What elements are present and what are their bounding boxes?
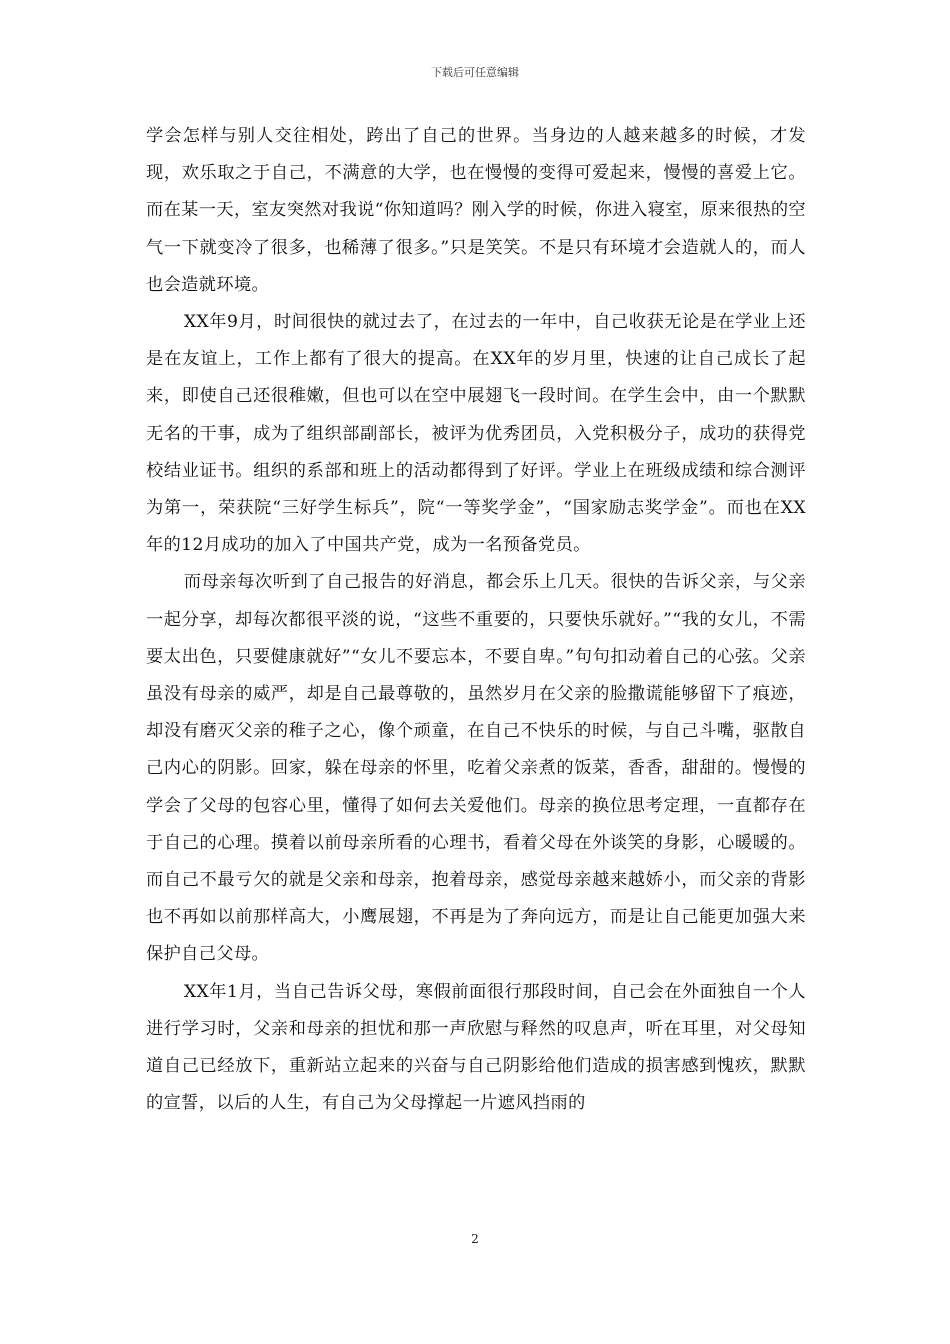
paragraph-4: XX年1月，当自己告诉父母，寒假前面很行那段时间，自己会在外面独自一个人进行学习时，父亲和母亲的担忧和那一声欣慰与释然的叹息声，听在耳里，对父母知道自己已经放下，重新站立起来的兴奋与自己阴影给他们造成的损害感到愧疚，默默的宣誓，以后的人生，有自己为父母撑起一片遮风挡雨的 <box>146 981 806 1114</box>
page-number: 2 <box>471 1232 479 1246</box>
paragraph-2: XX年9月，时间很快的就过去了，在过去的一年中，自己收获无论是在学业上还是在友谊上，工作上都有了很大的提高。在XX年的岁月里，快速的让自己成长了起来，即使自己还很稚嫩，但也可以在空中展翅飞一段时间。在学生会中，由一个默默无名的干事，成为了组织部副部长，被评为优秀团员，入党积极分子，成功的获得党校结业证书。组织的系部和班上的活动都得到了好评。学业上在班级成绩和综合测评为第一，荣获院“三好学生标兵”，院“一等奖学金”，“国家励志奖学金”。而也在XX年的12月成功的加入了中国共产党，成为一名预备党员。 <box>146 312 806 556</box>
page-header: 下载后可任意编辑 <box>431 66 519 79</box>
paragraph-1: 学会怎样与别人交往相处，跨出了自己的世界。当身边的人越来越多的时候，才发现，欢乐取之于自己，不满意的大学，也在慢慢的变得可爱起来，慢慢的喜爱上它。而在某一天，室友突然对我说“你知道吗？刚入学的时候，你进入寝室，原来很热的空气一下就变冷了很多，也稀薄了很多。”只是笑笑。不是只有环境才会造就人的，而人也会造就环境。 <box>146 126 806 295</box>
document-body <box>146 118 806 1122</box>
paragraph-3: 而母亲每次听到了自己报告的好消息，都会乐上几天。很快的告诉父亲，与父亲一起分享，却每次都很平淡的说，“这些不重要的，只要快乐就好。”“我的女儿，不需要太出色，只要健康就好”“女儿不要忘本，不要自卑。”句句扣动着自己的心弦。父亲虽没有母亲的威严，却是自己最尊敬的，虽然岁月在父亲的脸撒谎能够留下了痕迹，却没有磨灭父亲的稚子之心，像个顽童，在自己不快乐的时候，与自己斗嘴，驱散自己内心的阴影。回家，躲在母亲的怀里，吃着父亲煮的饭菜，香香，甜甜的。慢慢的学会了父母的包容心里，懂得了如何去关爱他们。母亲的换位思考定理，一直都存在于自己的心理。摸着以前母亲所看的心理书，看着父母在外谈笑的身影，心暖暖的。而自己不最亏欠的就是父亲和母亲，抱着母亲，感觉母亲越来越娇小，而父亲的背影也不再如以前那样高大，小鹰展翅，不再是为了奔向远方，而是让自己能更加强大来保护自己父母。 <box>146 572 806 965</box>
